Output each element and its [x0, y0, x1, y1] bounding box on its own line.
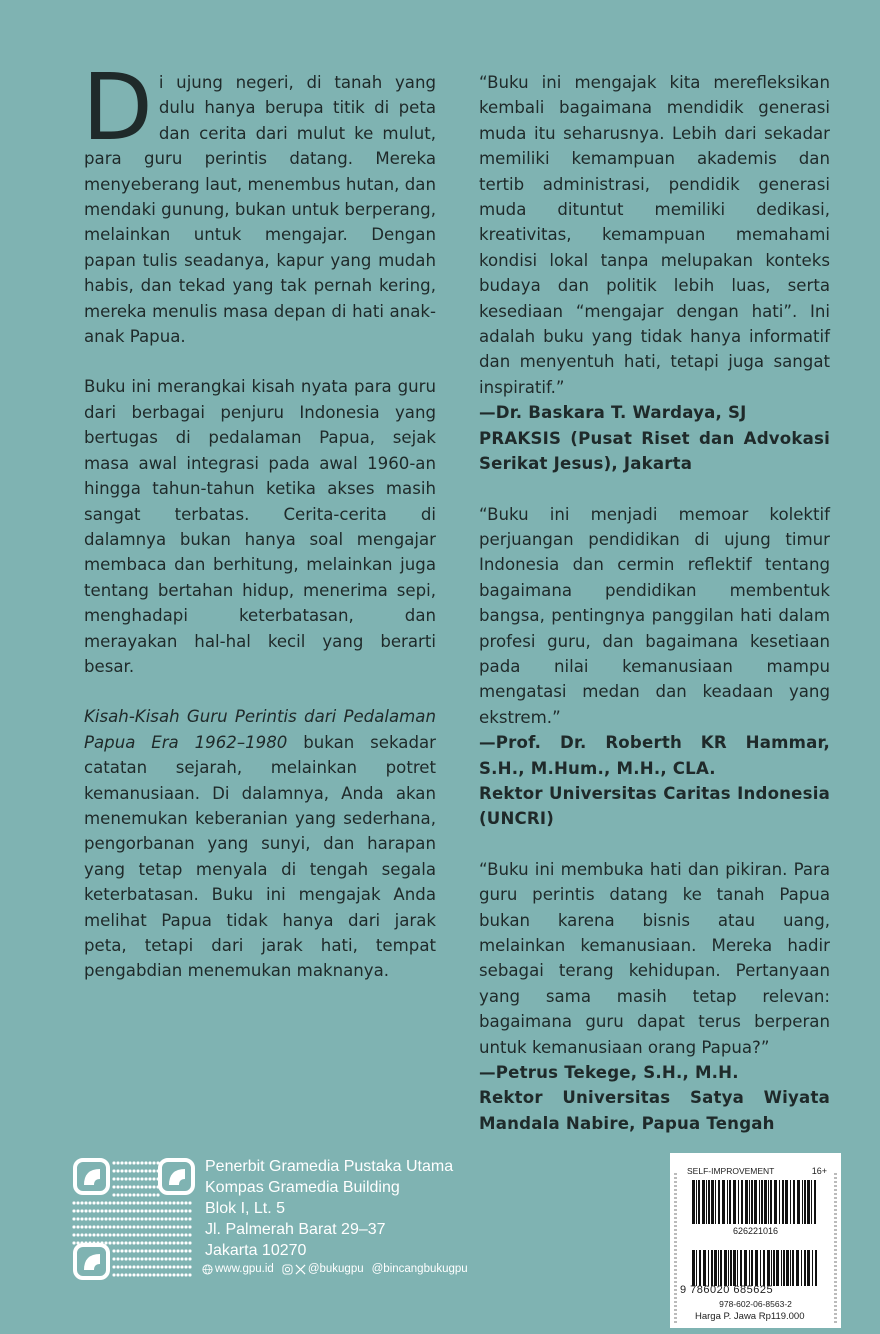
- barcode-label: [670, 1153, 841, 1328]
- quote-1-text: “Buku ini mengajak kita merefleksikan kembali bagaimana mendidik generasi muda itu seharusnya. Lebih dari sekadar memiliki kemampuan akademis dan tertib administrasi, pendidik generasi muda dituntut memiliki dedikasi, kreativitas, kemampuan memahami kondisi lokal tanpa melupakan konteks budaya dan politik lebih luas, serta kesediaan “mengajar dengan hati”. Ini adalah buku yang tidak hanya informatif dan menyentuh hati, tetapi juga sangat inspiratif.”: [479, 73, 830, 397]
- publisher-line: Penerbit Gramedia Pustaka Utama: [205, 1158, 454, 1175]
- twitter-handle: @bukugpu: [307, 1263, 364, 1275]
- barcode-1-number: 626221016: [732, 1226, 779, 1236]
- barcode-2-number: 9 786020 685625: [680, 1284, 774, 1296]
- quote-3-author: —Petrus Tekege, S.H., M.H.: [479, 1063, 739, 1083]
- left-column: [82, 54, 436, 984]
- quote-2-affiliation: Rektor Universitas Caritas Indonesia (UNCRI): [479, 783, 830, 829]
- synopsis-paragraph: Buku ini merangkai kisah nyata para guru dari berbagai penjuru Indonesia yang bertugas di pedalaman Papua, sejak masa awal integrasi pada awal 1960-an hingga tahun-tahun ketika akses masih sangat terbatas. Cerita-cerita di dalamnya bukan hanya soal mengajar membaca dan berhitung, melainkan juga tentang bertahan hidup, menerima sepi, menghadapi keterbatasan, dan merayakan hal-hal kecil yang berarti besar.: [84, 377, 436, 676]
- publisher-line: Jl. Palmerah Barat 29–37: [205, 1221, 386, 1238]
- quote-1-author: —Dr. Baskara T. Wardaya, SJ: [479, 403, 747, 423]
- price: Harga P. Jawa Rp119.000: [695, 1311, 805, 1322]
- website-link[interactable]: [202, 1263, 274, 1275]
- right-column: [479, 70, 830, 1136]
- barcode-2: [692, 1250, 818, 1286]
- intro-text: i ujung negeri, di tanah yang dulu hanya berupa titik di peta dan cerita dari mulut ke mulut, para guru perintis datang. Mereka menyeberang laut, menembus hutan, dan mendaki gunung, bukan untuk berperang, melainkan untuk mengajar. Dengan papan tulis seadanya, kapur yang mudah habis, dan tekad yang tak pernah kering, mereka menulis masa depan di hati anak-anak Papua.: [84, 73, 436, 347]
- quote-3-text: “Buku ini membuka hati dan pikiran. Para guru perintis datang ke tanah Papua bukan karena bisnis atau uang, melainkan kemanusiaan. Mereka hadir sebagai terang kehidupan. Pertanyaan yang sama masih tetap relevan: bagaimana guru dapat terus berperan untuk kemanusiaan orang Papua?”: [479, 859, 830, 1057]
- instagram-icon: [282, 1264, 293, 1275]
- website-text: www.gpu.id: [215, 1263, 274, 1275]
- closing-text: bukan sekadar catatan sejarah, melainkan potret kemanusiaan. Di dalamnya, Anda akan menemukan keberanian yang sederhana, pengorbanan yang sunyi, dan harapan yang tetap menyala di tengah segala keterbatasan. Buku ini mengajak Anda melihat Papua tidak hanya dari jarak peta, tetapi dari jarak hati, tempat pengabdian menemukan maknanya.: [84, 732, 436, 981]
- qr-code-icon: [72, 1157, 196, 1281]
- book-title: Kisah-Kisah Guru Perintis dari Pedalaman Papua Era 1962–1980: [84, 707, 436, 752]
- publisher-address: [205, 1156, 453, 1261]
- isbn: 978-602-06-8563-2: [719, 1299, 792, 1309]
- publisher-line: Blok I, Lt. 5: [205, 1200, 286, 1217]
- quote-1-affiliation: PRAKSIS (Pusat Riset dan Advokasi Serikat Jesus), Jakarta: [479, 428, 830, 474]
- globe-icon: [202, 1264, 213, 1275]
- social-links: [202, 1263, 468, 1275]
- quote-3-affiliation: Rektor Universitas Satya Wiyata Mandala Nabire, Papua Tengah: [479, 1088, 830, 1133]
- age-rating: 16+: [811, 1166, 827, 1176]
- dropcap: D: [82, 54, 153, 161]
- instagram-link[interactable]: [372, 1263, 468, 1275]
- barcode-1: [692, 1180, 818, 1224]
- instagram-handle: @bincangbukugpu: [371, 1263, 468, 1275]
- x-twitter-icon: [295, 1264, 306, 1275]
- quote-2-text: “Buku ini menjadi memoar kolektif perjuangan pendidikan di ujung timur Indonesia dan cermin reflektif tentang bagaimana pendidikan membentuk bangsa, pentingnya panggilan hati dalam profesi guru, dan bagaimana kesetiaan pada nilai kemanusiaan mampu mengatasi medan dan keadaan yang ekstrem.”: [479, 504, 830, 727]
- closing-paragraph: [84, 704, 436, 983]
- publisher-line: Kompas Gramedia Building: [205, 1179, 400, 1196]
- publisher-line: Jakarta 10270: [205, 1242, 307, 1259]
- category-label: SELF-IMPROVEMENT: [687, 1166, 775, 1176]
- quote-2-author: —Prof. Dr. Roberth KR Hammar, S.H., M.Hum., M.H., CLA.: [479, 733, 830, 778]
- social-handle-link[interactable]: [282, 1263, 364, 1275]
- intro-paragraph: [82, 54, 436, 349]
